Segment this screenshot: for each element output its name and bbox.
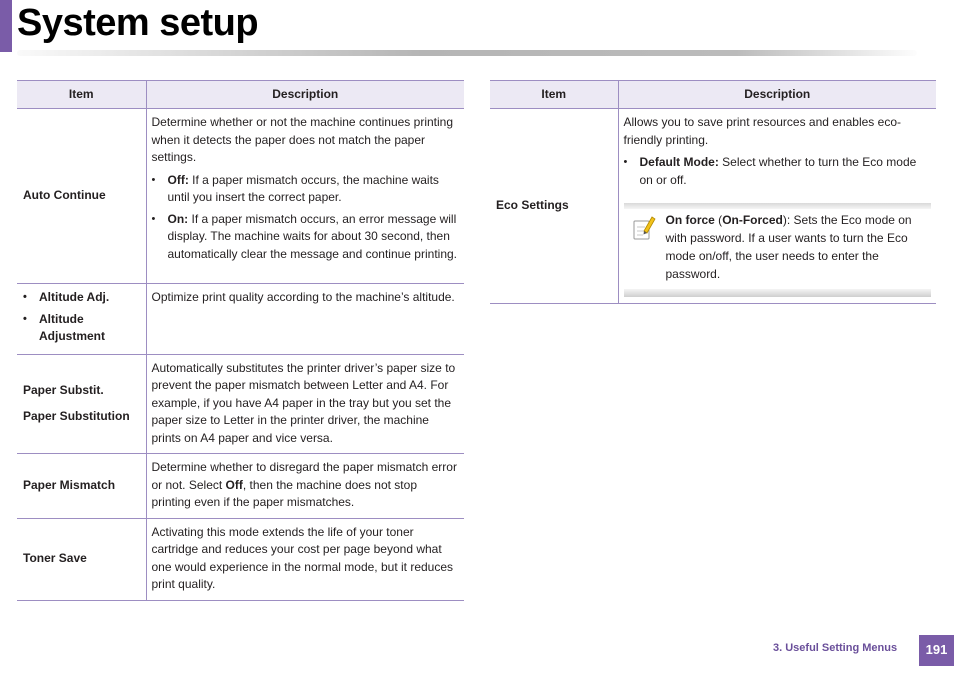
header-item: Item <box>17 81 146 109</box>
desc-auto-continue <box>146 109 464 284</box>
desc-text-bold: Off <box>225 477 243 492</box>
table-header-row <box>490 81 936 109</box>
header-description: Description <box>618 81 936 109</box>
table-row <box>17 454 464 519</box>
item-auto-continue: Auto Continue <box>17 109 146 284</box>
title-accent-bar <box>0 0 12 52</box>
note-box <box>624 203 931 297</box>
table-row <box>17 109 464 284</box>
table-row <box>17 518 464 600</box>
note-paren: ( <box>714 213 723 227</box>
note-body: ): Sets the Eco mode on with password. If a user wants to turn the Eco mode on/off, the user needs to enter the password. <box>665 213 912 281</box>
desc-toner-save <box>146 518 464 600</box>
item-altitude <box>17 284 146 355</box>
option-list <box>152 172 460 264</box>
list-item <box>152 172 460 207</box>
page-title: System setup <box>17 2 259 44</box>
desc-altitude <box>146 284 464 355</box>
desc-text <box>152 459 460 512</box>
option-label: Off: <box>167 172 189 187</box>
item-name-list <box>23 289 140 346</box>
table-row <box>17 284 464 355</box>
note-label: On force <box>665 213 715 227</box>
option-label: Default Mode: <box>639 155 719 169</box>
table-row <box>17 354 464 454</box>
option-label: On: <box>167 211 189 226</box>
desc-paper-substitution <box>146 354 464 454</box>
footer-chapter-label: 3. Useful Setting Menus <box>773 642 898 654</box>
item-name-full: Paper Substitution <box>23 408 130 423</box>
item-eco-settings: Eco Settings <box>490 109 618 304</box>
option-text: If a paper mismatch occurs, an error message will display. The machine waits for about 30 second, then automatically clear the message and continue printing. <box>167 211 457 261</box>
option-text: If a paper mismatch occurs, the machine waits until you insert the correct paper. <box>167 172 439 204</box>
item-name-short: Paper Substit. <box>23 383 104 398</box>
note-pencil-icon <box>632 215 656 241</box>
desc-text: Allows you to save print resources and enables eco-friendly printing. <box>623 115 901 147</box>
item-paper-mismatch: Paper Mismatch <box>17 454 146 519</box>
list-item <box>152 211 460 264</box>
option-list <box>624 154 932 189</box>
page-number-badge: 191 <box>919 635 954 666</box>
note-text <box>666 211 925 283</box>
note-top-shade <box>624 203 931 209</box>
desc-text: Determine whether or not the machine continues printing when it detects the paper does not match the paper settings. <box>151 115 453 164</box>
right-settings-table <box>490 80 936 304</box>
table-row <box>490 109 936 304</box>
desc-text: Automatically substitutes the printer driver’s paper size to prevent the paper mismatch between Letter and A4. For example, if you have A4 paper in the tray but you set the paper size to Letter in the printer driver, the machine prints on A4 paper and vice versa. <box>151 360 456 445</box>
item-paper-substitution <box>17 354 146 454</box>
desc-text: Optimize print quality according to the machine’s altitude. <box>151 290 455 304</box>
list-item <box>624 154 932 189</box>
list-item: • Altitude Adj. <box>23 289 140 307</box>
desc-text: Activating this mode extends the life of your toner cartridge and reduces your cost per page beyond what one would experience in the normal mode, but it reduces print quality. <box>151 524 454 591</box>
table-header-row <box>17 81 464 109</box>
header-item: Item <box>490 81 618 109</box>
item-toner-save: Toner Save <box>17 518 146 600</box>
desc-eco-settings <box>618 109 936 304</box>
desc-text-part: Determine whether to disregard the paper mismatch error or not. Select <box>151 460 457 492</box>
list-item: • Altitude Adjustment <box>23 311 140 346</box>
desc-text-part: , then the machine does not stop printing even if the paper mismatches. <box>151 477 417 509</box>
desc-paper-mismatch <box>146 454 464 519</box>
note-bottom-shade <box>624 289 931 297</box>
title-divider <box>17 50 917 56</box>
option-text: Select whether to turn the Eco mode on or off. <box>639 155 917 187</box>
note-label-2: On-Forced <box>722 213 783 227</box>
header-description: Description <box>146 81 464 109</box>
left-settings-table <box>17 80 464 601</box>
